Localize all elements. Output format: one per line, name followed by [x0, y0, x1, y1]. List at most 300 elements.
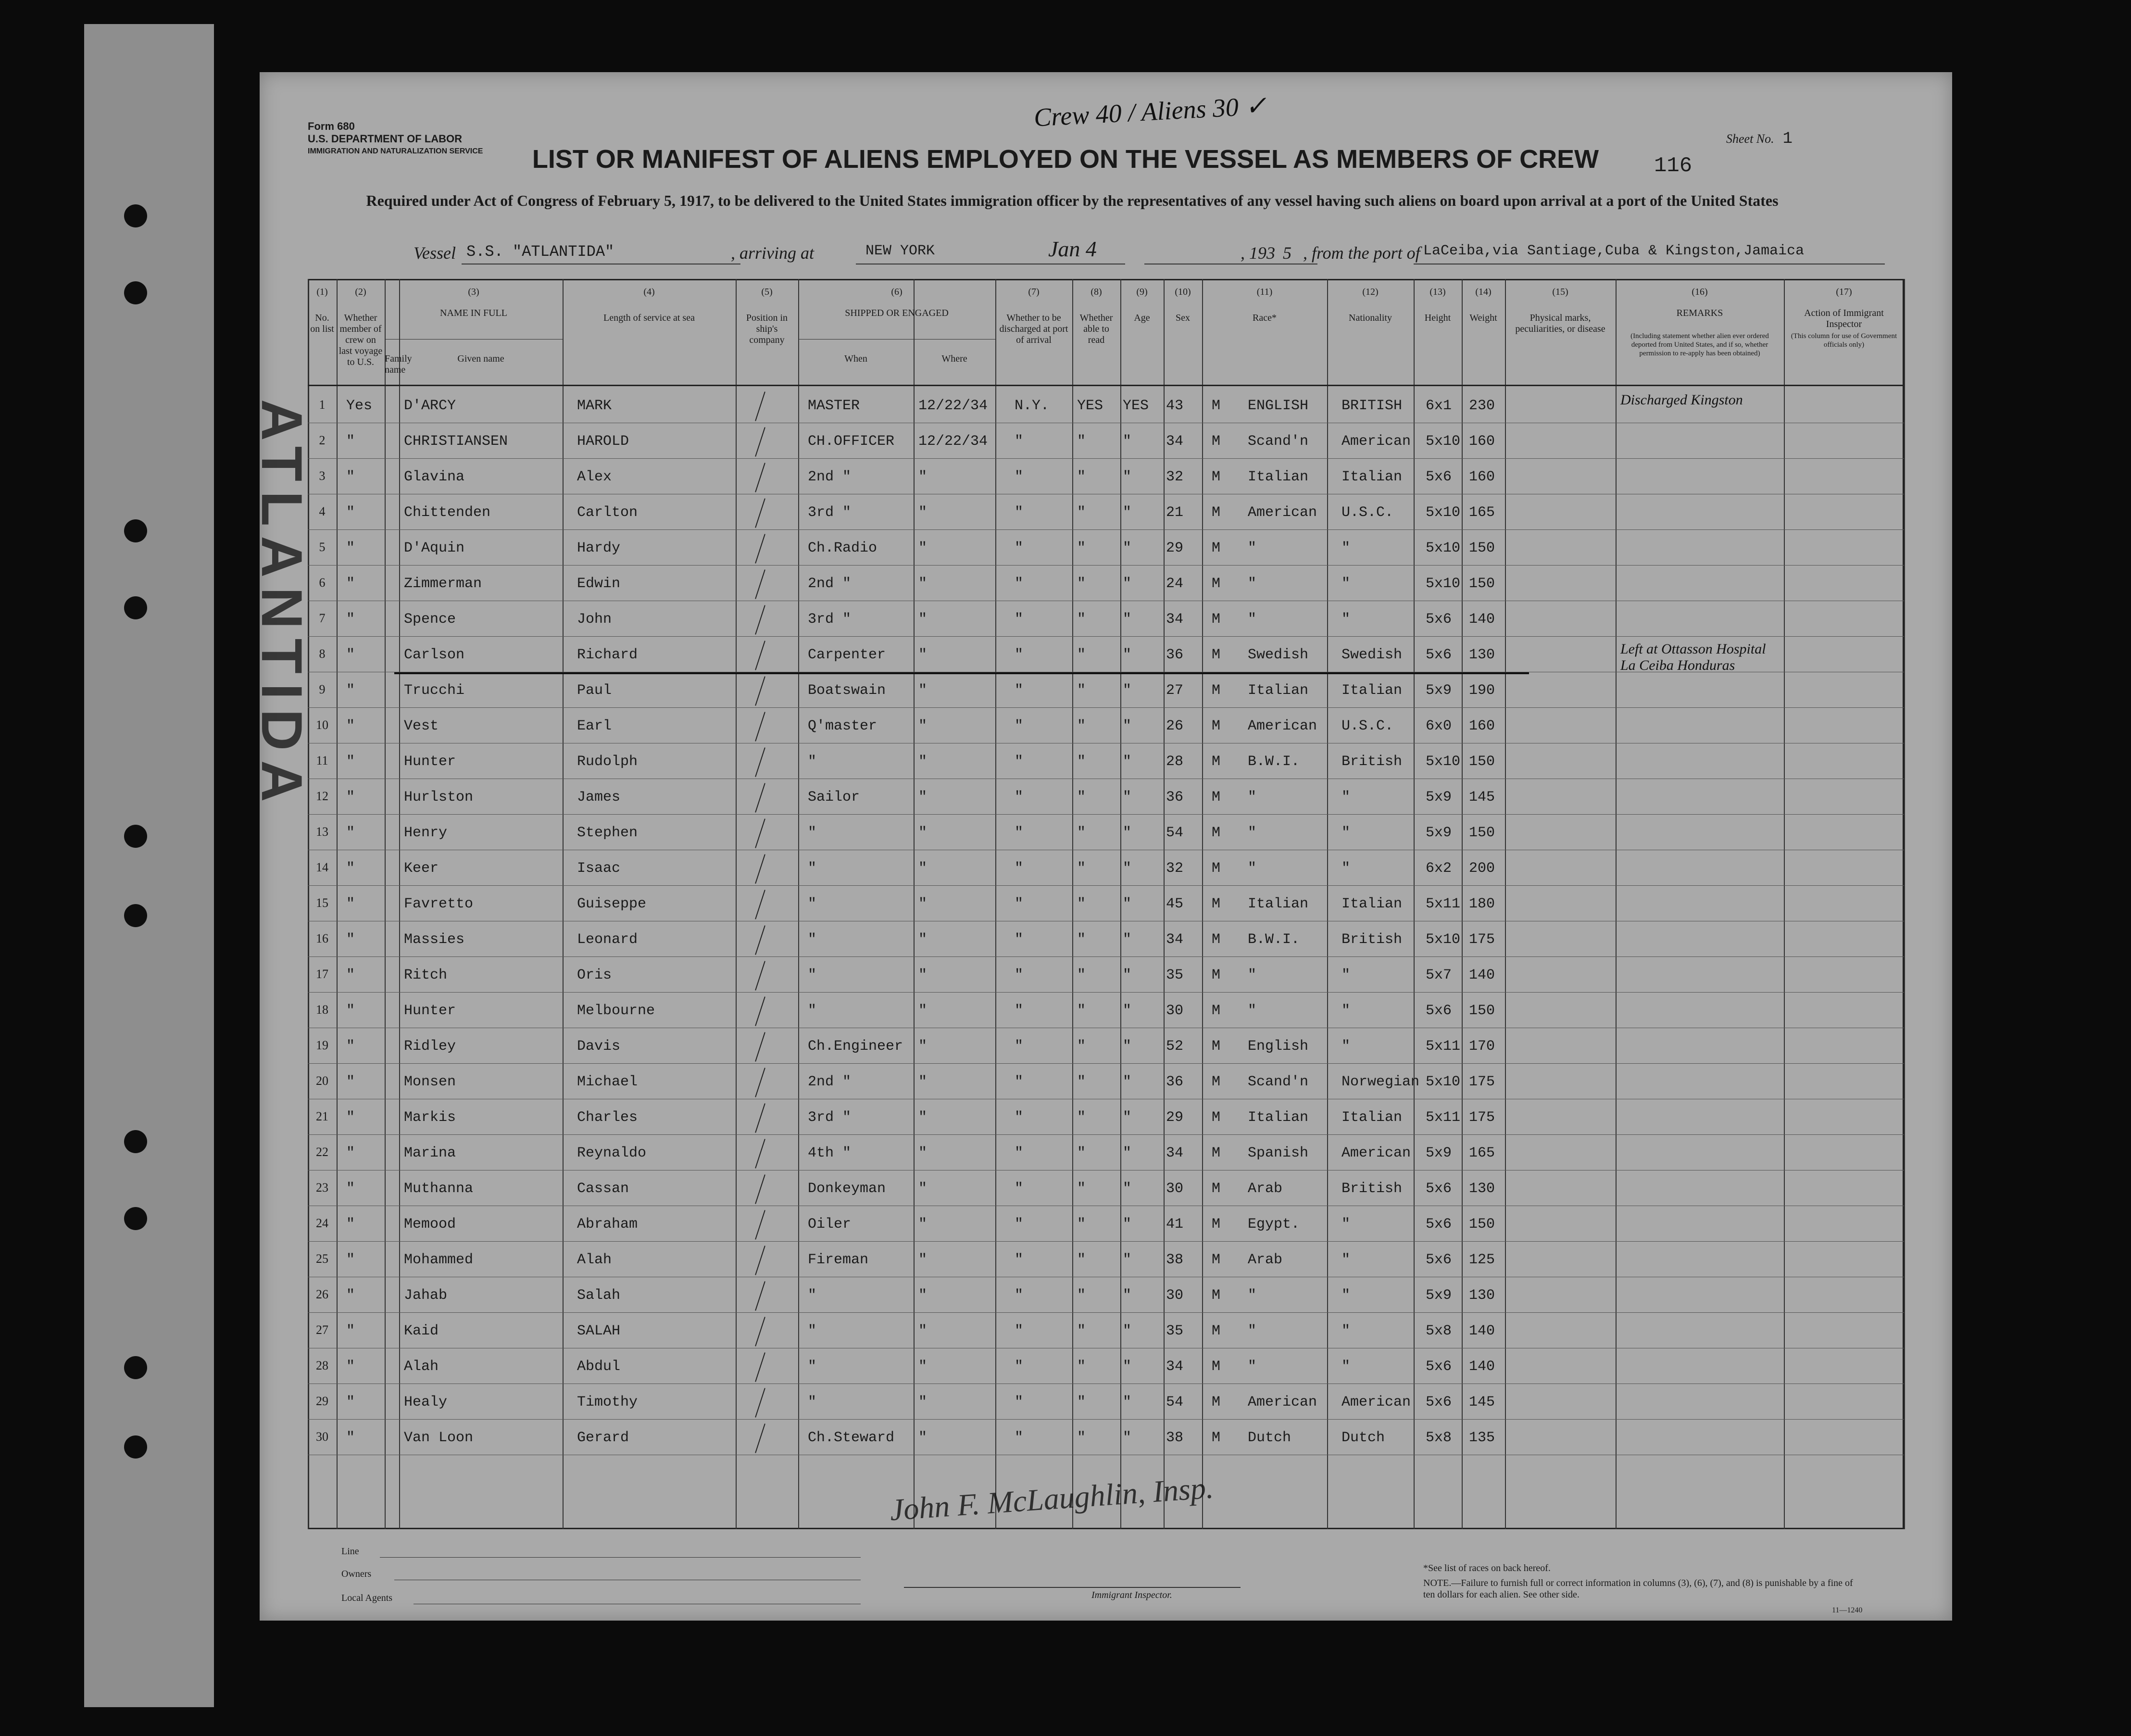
- sheet-number-label: Sheet No.: [1726, 132, 1774, 146]
- inspector-label: Immigrant Inspector.: [1091, 1590, 1172, 1600]
- cell-sex: M: [1212, 825, 1221, 841]
- cell-nat: ": [1341, 1323, 1351, 1339]
- binder-hole: [124, 904, 147, 927]
- cell-last: ": [346, 967, 355, 983]
- cell-where: ": [1015, 576, 1024, 592]
- column-subheader: (Including statement whether alien ever ordered deported from United States, and if so, whether permission to re-apply has been obtained): [1630, 332, 1769, 357]
- cell-nat: ": [1341, 576, 1351, 592]
- cell-disch: ": [1077, 1394, 1086, 1410]
- column-divider: [308, 279, 309, 1529]
- cell-weight: 150: [1469, 754, 1495, 770]
- cell-read: ": [1123, 1145, 1132, 1161]
- column-number: (8): [1091, 287, 1102, 297]
- cell-family: Ridley: [404, 1038, 456, 1055]
- cell-weight: 140: [1469, 967, 1495, 983]
- cell-family: Favretto: [404, 896, 474, 912]
- column-divider: [1462, 279, 1463, 1529]
- cell-disch: ": [1077, 576, 1086, 592]
- cell-nat: American: [1341, 433, 1411, 450]
- cell-disch: ": [1077, 647, 1086, 663]
- cell-nat: U.S.C.: [1341, 504, 1394, 521]
- column-number: (2): [355, 287, 366, 297]
- binder-hole: [124, 519, 147, 542]
- cell-position: 2nd ": [808, 469, 852, 485]
- cell-where: ": [1015, 504, 1024, 521]
- cell-when: ": [918, 825, 928, 841]
- cell-where: ": [1015, 1359, 1024, 1375]
- cell-position: 2nd ": [808, 1074, 852, 1090]
- cell-no: 4: [319, 504, 326, 518]
- row-divider: [308, 458, 1904, 459]
- manifest-subtitle: Required under Act of Congress of February 5, 1917, to be delivered to the United States immigration officer by the representatives of any vessel having such aliens on board upon arrival at a port of the United States: [366, 192, 1779, 209]
- cell-no: 5: [319, 540, 326, 554]
- cell-no: 21: [316, 1109, 328, 1123]
- cell-height: 6x2: [1426, 860, 1452, 877]
- cell-read: ": [1123, 896, 1132, 912]
- cell-given: James: [577, 789, 621, 805]
- cell-disch: ": [1077, 1003, 1086, 1019]
- cell-family: Muthanna: [404, 1181, 474, 1197]
- cell-where: ": [1015, 433, 1024, 450]
- year-label: , 193: [1241, 243, 1275, 263]
- cell-when: 12/22/34: [918, 398, 988, 414]
- cell-given: Michael: [577, 1074, 638, 1090]
- cell-height: 5x6: [1426, 1181, 1452, 1197]
- cell-height: 5x10: [1426, 433, 1461, 450]
- cell-where: ": [1015, 1145, 1024, 1161]
- cell-family: Van Loon: [404, 1430, 474, 1446]
- cell-given: Alah: [577, 1252, 612, 1268]
- cell-family: CHRISTIANSEN: [404, 433, 508, 450]
- cell-sex: M: [1212, 433, 1221, 450]
- cell-age: 35: [1166, 967, 1184, 983]
- cell-last: ": [346, 647, 355, 663]
- cell-given: Gerard: [577, 1430, 629, 1446]
- arrival-date: Jan 4: [1048, 237, 1097, 261]
- cell-sex: M: [1212, 967, 1221, 983]
- cell-last: Yes: [346, 398, 373, 414]
- cell-race: ENGLISH: [1248, 398, 1309, 414]
- column-divider: [1784, 279, 1785, 1529]
- cell-read: ": [1123, 576, 1132, 592]
- cell-where: ": [1015, 860, 1024, 877]
- cell-when: ": [918, 718, 928, 734]
- cell-last: ": [346, 433, 355, 450]
- cell-where: ": [1015, 1003, 1024, 1019]
- column-header: Length of service at sea: [603, 313, 695, 323]
- binder-hole: [124, 204, 147, 227]
- cell-nat: ": [1341, 1287, 1351, 1304]
- binder-hole: [124, 825, 147, 848]
- crew-table: [308, 279, 1904, 1529]
- row-8-strikethrough: [394, 672, 1529, 674]
- cell-family: D'ARCY: [404, 398, 456, 414]
- cell-weight: 140: [1469, 1323, 1495, 1339]
- cell-nat: ": [1341, 611, 1351, 628]
- cell-given: SALAH: [577, 1323, 621, 1339]
- cell-race: Arab: [1248, 1181, 1283, 1197]
- cell-last: ": [346, 931, 355, 948]
- cell-position: Ch.Radio: [808, 540, 877, 556]
- column-divider: [1414, 279, 1415, 1529]
- cell-nat: Italian: [1341, 682, 1403, 699]
- column-subheader: When: [844, 353, 867, 364]
- cell-no: 3: [319, 469, 326, 483]
- column-number: (10): [1175, 287, 1191, 297]
- cell-height: 5x10: [1426, 754, 1461, 770]
- column-header: Physical marks, peculiarities, or disease: [1515, 313, 1605, 334]
- cell-disch: ": [1077, 1252, 1086, 1268]
- column-divider: [995, 279, 996, 1529]
- cell-sex: M: [1212, 1109, 1221, 1126]
- cell-family: Alah: [404, 1359, 439, 1375]
- cell-read: ": [1123, 860, 1132, 877]
- cell-where: ": [1015, 1038, 1024, 1055]
- cell-weight: 150: [1469, 576, 1495, 592]
- column-header: Whether member of crew on last voyage to U.S.: [338, 313, 383, 367]
- cell-no: 1: [319, 398, 326, 412]
- row-divider: [308, 565, 1904, 566]
- cell-last: ": [346, 611, 355, 628]
- cell-last: ": [346, 789, 355, 805]
- cell-weight: 150: [1469, 1003, 1495, 1019]
- cell-family: Chittenden: [404, 504, 491, 521]
- cell-race: ": [1248, 1003, 1257, 1019]
- cell-age: 45: [1166, 896, 1184, 912]
- cell-when: ": [918, 540, 928, 556]
- cell-no: 8: [319, 647, 326, 661]
- cell-disch: ": [1077, 1430, 1086, 1446]
- column-header: Weight: [1469, 313, 1497, 323]
- cell-when: 12/22/34: [918, 433, 988, 450]
- row-divider: [308, 814, 1904, 815]
- cell-race: English: [1248, 1038, 1309, 1055]
- handwritten-crew-count: Crew 40 / Aliens 30 ✓: [1033, 91, 1268, 132]
- cell-age: 30: [1166, 1287, 1184, 1304]
- cell-disch: ": [1077, 1145, 1086, 1161]
- cell-position: ": [808, 860, 817, 877]
- cell-last: ": [346, 860, 355, 877]
- service-name: IMMIGRATION AND NATURALIZATION SERVICE: [308, 147, 483, 155]
- cell-sex: M: [1212, 1145, 1221, 1161]
- header-divider: [308, 385, 1904, 386]
- cell-race: ": [1248, 1323, 1257, 1339]
- cell-race: ": [1248, 1359, 1257, 1375]
- cell-weight: 150: [1469, 1216, 1495, 1233]
- race-note: *See list of races on back hereof.: [1423, 1563, 1551, 1573]
- cell-no: 30: [316, 1430, 328, 1444]
- cell-disch: ": [1077, 825, 1086, 841]
- cell-age: 35: [1166, 1323, 1184, 1339]
- cell-where: ": [1015, 1216, 1024, 1233]
- cell-nat: BRITISH: [1341, 398, 1403, 414]
- cell-last: ": [346, 1430, 355, 1446]
- cell-weight: 145: [1469, 1394, 1495, 1410]
- cell-sex: M: [1212, 682, 1221, 699]
- cell-age: 54: [1166, 825, 1184, 841]
- cell-no: 20: [316, 1074, 328, 1088]
- cell-last: ": [346, 1038, 355, 1055]
- cell-given: Rudolph: [577, 754, 638, 770]
- cell-race: American: [1248, 504, 1317, 521]
- cell-read: ": [1123, 1323, 1132, 1339]
- column-header: Race*: [1253, 313, 1277, 323]
- cell-position: ": [808, 896, 817, 912]
- cell-weight: 175: [1469, 931, 1495, 948]
- cell-last: ": [346, 1252, 355, 1268]
- cell-race: ": [1248, 611, 1257, 628]
- column-header: Whether able to read: [1079, 313, 1113, 345]
- cell-family: Hurlston: [404, 789, 474, 805]
- cell-when: ": [918, 1038, 928, 1055]
- cell-when: ": [918, 754, 928, 770]
- cell-sex: M: [1212, 1003, 1221, 1019]
- cell-last: ": [346, 1181, 355, 1197]
- cell-height: 5x6: [1426, 1252, 1452, 1268]
- cell-last: ": [346, 896, 355, 912]
- column-number: (7): [1028, 287, 1040, 297]
- cell-age: 26: [1166, 718, 1184, 734]
- column-subheader: Family name: [385, 353, 412, 375]
- inspector-rule: [904, 1587, 1241, 1588]
- cell-read: ": [1123, 1359, 1132, 1375]
- cell-height: 5x11: [1426, 1038, 1461, 1055]
- cell-weight: 140: [1469, 1359, 1495, 1375]
- column-divider: [1072, 279, 1073, 1529]
- cell-disch: ": [1077, 1038, 1086, 1055]
- cell-last: ": [346, 1074, 355, 1090]
- binder-hole: [124, 281, 147, 304]
- cell-when: ": [918, 1074, 928, 1090]
- cell-age: 21: [1166, 504, 1184, 521]
- cell-nat: ": [1341, 540, 1351, 556]
- cell-position: ": [808, 1359, 817, 1375]
- cell-family: Trucchi: [404, 682, 465, 699]
- cell-disch: ": [1077, 504, 1086, 521]
- cell-family: Hunter: [404, 754, 456, 770]
- cell-remarks: Discharged Kingston: [1620, 392, 1743, 408]
- column-header: Height: [1424, 313, 1451, 323]
- cell-family: Carlson: [404, 647, 465, 663]
- cell-age: 27: [1166, 682, 1184, 699]
- cell-remarks: Left at Ottasson Hospital La Ceiba Honduras: [1620, 641, 1766, 673]
- cell-nat: British: [1341, 1181, 1403, 1197]
- cell-weight: 170: [1469, 1038, 1495, 1055]
- cell-age: 36: [1166, 1074, 1184, 1090]
- cell-given: HAROLD: [577, 433, 629, 450]
- cell-where: ": [1015, 1430, 1024, 1446]
- cell-when: ": [918, 1430, 928, 1446]
- line-label: Line: [341, 1546, 359, 1557]
- cell-race: ": [1248, 789, 1257, 805]
- cell-height: 5x10: [1426, 576, 1461, 592]
- cell-read: ": [1123, 1109, 1132, 1126]
- cell-sex: M: [1212, 504, 1221, 521]
- cell-disch: ": [1077, 1216, 1086, 1233]
- cell-sex: M: [1212, 931, 1221, 948]
- cell-nat: American: [1341, 1394, 1411, 1410]
- cell-last: ": [346, 540, 355, 556]
- cell-position: CH.OFFICER: [808, 433, 895, 450]
- cell-read: ": [1123, 1394, 1132, 1410]
- cell-nat: U.S.C.: [1341, 718, 1394, 734]
- cell-sex: M: [1212, 860, 1221, 877]
- row-divider: [308, 529, 1904, 530]
- binder-hole: [124, 596, 147, 619]
- cell-position: Fireman: [808, 1252, 869, 1268]
- cell-where: ": [1015, 1109, 1024, 1126]
- cell-position: 4th ": [808, 1145, 852, 1161]
- cell-no: 24: [316, 1216, 328, 1230]
- cell-position: ": [808, 1003, 817, 1019]
- cell-family: Healy: [404, 1394, 448, 1410]
- column-divider: [337, 279, 338, 1529]
- column-divider: [1327, 279, 1328, 1529]
- cell-when: ": [918, 1109, 928, 1126]
- column-divider: [399, 279, 400, 1529]
- cell-family: Kaid: [404, 1323, 439, 1339]
- column-number: (16): [1692, 287, 1708, 297]
- cell-age: 30: [1166, 1003, 1184, 1019]
- cell-last: ": [346, 576, 355, 592]
- cell-race: B.W.I.: [1248, 754, 1300, 770]
- cell-last: ": [346, 469, 355, 485]
- cell-when: ": [918, 1394, 928, 1410]
- cell-when: ": [918, 647, 928, 663]
- cell-disch: ": [1077, 789, 1086, 805]
- column-number: (3): [468, 287, 479, 297]
- column-number: (6): [891, 287, 903, 297]
- column-divider: [385, 279, 386, 1529]
- cell-height: 5x6: [1426, 469, 1452, 485]
- cell-height: 5x10: [1426, 931, 1461, 948]
- column-number: (11): [1256, 287, 1273, 297]
- binder-strip: [84, 24, 214, 1707]
- cell-read: ": [1123, 469, 1132, 485]
- binder-hole: [124, 1356, 147, 1379]
- cell-given: Hardy: [577, 540, 621, 556]
- cell-disch: ": [1077, 1287, 1086, 1304]
- cell-height: 5x9: [1426, 825, 1452, 841]
- cell-no: 25: [316, 1252, 328, 1266]
- cell-family: Monsen: [404, 1074, 456, 1090]
- cell-no: 17: [316, 967, 328, 981]
- inspector-signature: John F. McLaughlin, Insp.: [889, 1470, 1215, 1527]
- column-divider: [798, 279, 799, 1529]
- cell-disch: ": [1077, 1074, 1086, 1090]
- cell-last: ": [346, 682, 355, 699]
- cell-weight: 190: [1469, 682, 1495, 699]
- subheader-divider: [798, 339, 995, 340]
- cell-family: Glavina: [404, 469, 465, 485]
- column-number: (9): [1136, 287, 1148, 297]
- cell-sex: M: [1212, 1252, 1221, 1268]
- cell-when: ": [918, 1003, 928, 1019]
- cell-nat: ": [1341, 1003, 1351, 1019]
- cell-family: Ritch: [404, 967, 448, 983]
- cell-sex: M: [1212, 718, 1221, 734]
- cell-age: 29: [1166, 540, 1184, 556]
- cell-height: 5x6: [1426, 611, 1452, 628]
- cell-disch: ": [1077, 860, 1086, 877]
- cell-race: Scand'n: [1248, 433, 1309, 450]
- cell-position: Sailor: [808, 789, 860, 805]
- cell-read: ": [1123, 1003, 1132, 1019]
- cell-height: 5x7: [1426, 967, 1452, 983]
- binder-hole: [124, 1130, 147, 1153]
- cell-position: Carpenter: [808, 647, 886, 663]
- column-divider: [1164, 279, 1165, 1529]
- cell-where: ": [1015, 825, 1024, 841]
- cell-age: 36: [1166, 647, 1184, 663]
- cell-when: ": [918, 1145, 928, 1161]
- cell-sex: M: [1212, 398, 1221, 414]
- cell-nat: ": [1341, 825, 1351, 841]
- cell-last: ": [346, 1394, 355, 1410]
- cell-position: ": [808, 754, 817, 770]
- row-divider: [308, 885, 1904, 886]
- cell-race: ": [1248, 1287, 1257, 1304]
- cell-height: 5x10: [1426, 504, 1461, 521]
- cell-when: ": [918, 896, 928, 912]
- cell-height: 5x9: [1426, 789, 1452, 805]
- cell-height: 5x6: [1426, 1394, 1452, 1410]
- cell-read: YES: [1123, 398, 1149, 414]
- cell-no: 28: [316, 1359, 328, 1372]
- cell-family: D'Aquin: [404, 540, 465, 556]
- cell-race: ": [1248, 576, 1257, 592]
- cell-when: ": [918, 611, 928, 628]
- cell-read: ": [1123, 718, 1132, 734]
- column-divider: [1904, 279, 1905, 1529]
- cell-age: 34: [1166, 931, 1184, 948]
- cell-age: 29: [1166, 1109, 1184, 1126]
- column-number: (5): [761, 287, 773, 297]
- cell-last: ": [346, 1323, 355, 1339]
- cell-weight: 130: [1469, 1181, 1495, 1197]
- cell-race: Egypt.: [1248, 1216, 1300, 1233]
- cell-last: ": [346, 1109, 355, 1126]
- cell-when: ": [918, 1252, 928, 1268]
- row-divider: [308, 707, 1904, 708]
- cell-height: 5x8: [1426, 1430, 1452, 1446]
- cell-weight: 140: [1469, 611, 1495, 628]
- cell-no: 27: [316, 1323, 328, 1337]
- cell-race: ": [1248, 540, 1257, 556]
- cell-no: 11: [316, 754, 328, 767]
- cell-when: ": [918, 1216, 928, 1233]
- cell-disch: YES: [1077, 398, 1103, 414]
- cell-race: Italian: [1248, 469, 1309, 485]
- row-divider: [308, 636, 1904, 637]
- cell-given: Melbourne: [577, 1003, 655, 1019]
- cell-where: N.Y.: [1015, 398, 1050, 414]
- cell-race: Italian: [1248, 896, 1309, 912]
- arriving-label: , arriving at: [731, 243, 815, 263]
- cell-age: 43: [1166, 398, 1184, 414]
- column-number: (15): [1552, 287, 1568, 297]
- cell-weight: 130: [1469, 647, 1495, 663]
- column-header: Nationality: [1349, 313, 1392, 323]
- manifest-title: LIST OR MANIFEST OF ALIENS EMPLOYED ON THE VESSEL AS MEMBERS OF CREW: [532, 145, 1599, 174]
- cell-weight: 160: [1469, 433, 1495, 450]
- cell-weight: 130: [1469, 1287, 1495, 1304]
- cell-position: 3rd ": [808, 1109, 852, 1126]
- cell-position: Ch.Steward: [808, 1430, 895, 1446]
- column-header: REMARKS: [1676, 308, 1723, 318]
- row-divider: [308, 1241, 1904, 1242]
- cell-age: 30: [1166, 1181, 1184, 1197]
